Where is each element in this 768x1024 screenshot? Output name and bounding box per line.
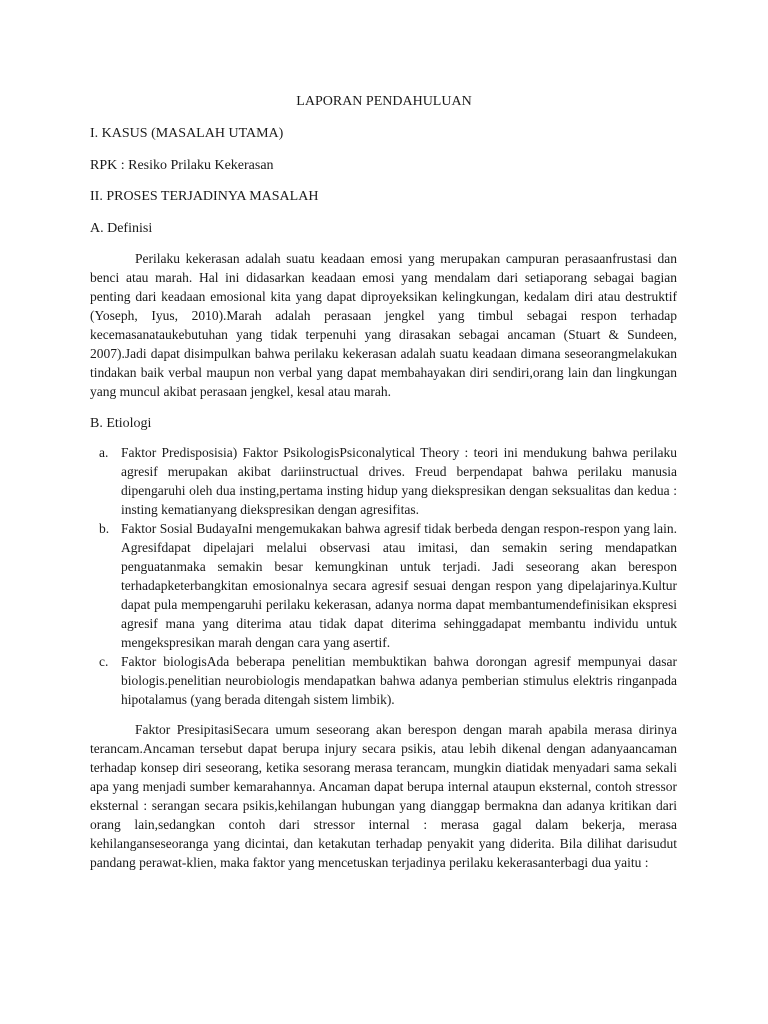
- section-heading-kasus: I. KASUS (MASALAH UTAMA): [90, 126, 284, 141]
- list-item: [90, 519, 677, 652]
- definition-paragraph: Perilaku kekerasan adalah suatu keadaan emosi yang merupakan campuran perasaanfrustasi dan benci atau marah. Hal ini didasarkan keadaan emosi yang mendalam dari setiaporang sebagai bagian penting dari keadaan emosional kita yang dapat diproyeksikan kelingkungan, kedalam diri atau destruktif (Yoseph, Iyus, 2010).Marah adalah perasaan jengkel yang timbul sebagai respon terhadap kecemasanataukebutuhan yang tidak terpenuhi yang dirasakan sebagai ancaman (Stuart & Sundeen, 2007).Jadi dapat disimpulkan bahwa perilaku kekerasan adalah suatu keadaan dimana seseorangmelakukan tindakan baik verbal maupun non verbal yang dapat membahayakan diri sendiri,orang lain dan lingkungan yang muncul akibat perasaan jengkel, kesal atau marah.: [90, 251, 677, 399]
- list-item: [90, 652, 677, 709]
- list-item-text: Faktor biologisAda beberapa penelitian membuktikan bahwa dorongan agresif mempunyai dasar biologis.penelitian neurobiologis mendapatkan bahwa adanya pemberian stimulus elektris ringanpada hipotalamus (yang berada ditengah sistem limbik).: [121, 654, 677, 707]
- list-item-text: Faktor Sosial BudayaIni mengemukakan bahwa agresif tidak berbeda dengan respon-respon yang lain. Agresifdapat dipelajari melalui observasi atau imitasi, dan semakin sering mendapatkan penguatanmaka semakin besar kemungkinan untuk terjadi. Jadi seseorang akan berespon terhadapketerbangkitan emosionalnya secara agresif sesuai dengan respon yang dipelajarinya.Kultur dapat pula mempengaruhi perilaku kekerasan, adanya norma dapat membantumendefinisikan ekspresi agresif mana yang diterima atau tidak dapat diterima sehinggadapat membantu individu untuk mengekspresikan marah dengan cara yang asertif.: [121, 521, 677, 650]
- list-item-text: Faktor Predisposisia) Faktor PsikologisPsiconalytical Theory : teori ini mendukung bahwa perilaku agresif merupakan akibat dariinstructual drives. Freud berpendapat bahwa perilaku manusia dipengaruhi oleh dua insting,pertama insting hidup yang diekspresikan dengan seksualitas dan kedua : insting kematianyang diekspresikan dengan agresifitas.: [121, 445, 677, 517]
- list-item: [90, 443, 677, 519]
- section-heading-proses: II. PROSES TERJADINYA MASALAH: [90, 189, 319, 204]
- list-marker: a.: [99, 445, 109, 460]
- etiology-list: [90, 443, 677, 709]
- list-marker: b.: [99, 521, 110, 536]
- precipitation-paragraph: Faktor PresipitasiSecara umum seseorang akan berespon dengan marah apabila merasa dirinya terancam.Ancaman tersebut dapat berupa injury secara psikis, atau lebih dikenal dengan adanyaancaman terhadap konsep diri seseorang, ketika sesorang merasa terancam, mungkin diatidak menyadari sama sekali apa yang menjadi sumber kemarahannya. Ancaman dapat berupa internal ataupun eksternal, contoh stressor eksternal : serangan secara psikis,kehilangan hubungan yang dianggap bermakna dan adanya kritikan dari orang lain,sedangkan contoh dari stressor internal : merasa gagal dalam bekerja, merasa kehilanganseseoranga yang dicintai, dan ketakutan terhadap penyakit yang diderita. Bila dilihat darisudut pandang perawat-klien, maka faktor yang mencetuskan terjadinya perilaku kekerasanterbagi dua yaitu :: [90, 722, 677, 870]
- rpk-line: RPK : Resiko Prilaku Kekerasan: [90, 158, 274, 173]
- subsection-heading-definisi: A. Definisi: [90, 221, 153, 236]
- subsection-heading-etiologi: B. Etiologi: [90, 416, 152, 431]
- list-marker: c.: [99, 654, 109, 669]
- document-title: LAPORAN PENDAHULUAN: [296, 94, 472, 109]
